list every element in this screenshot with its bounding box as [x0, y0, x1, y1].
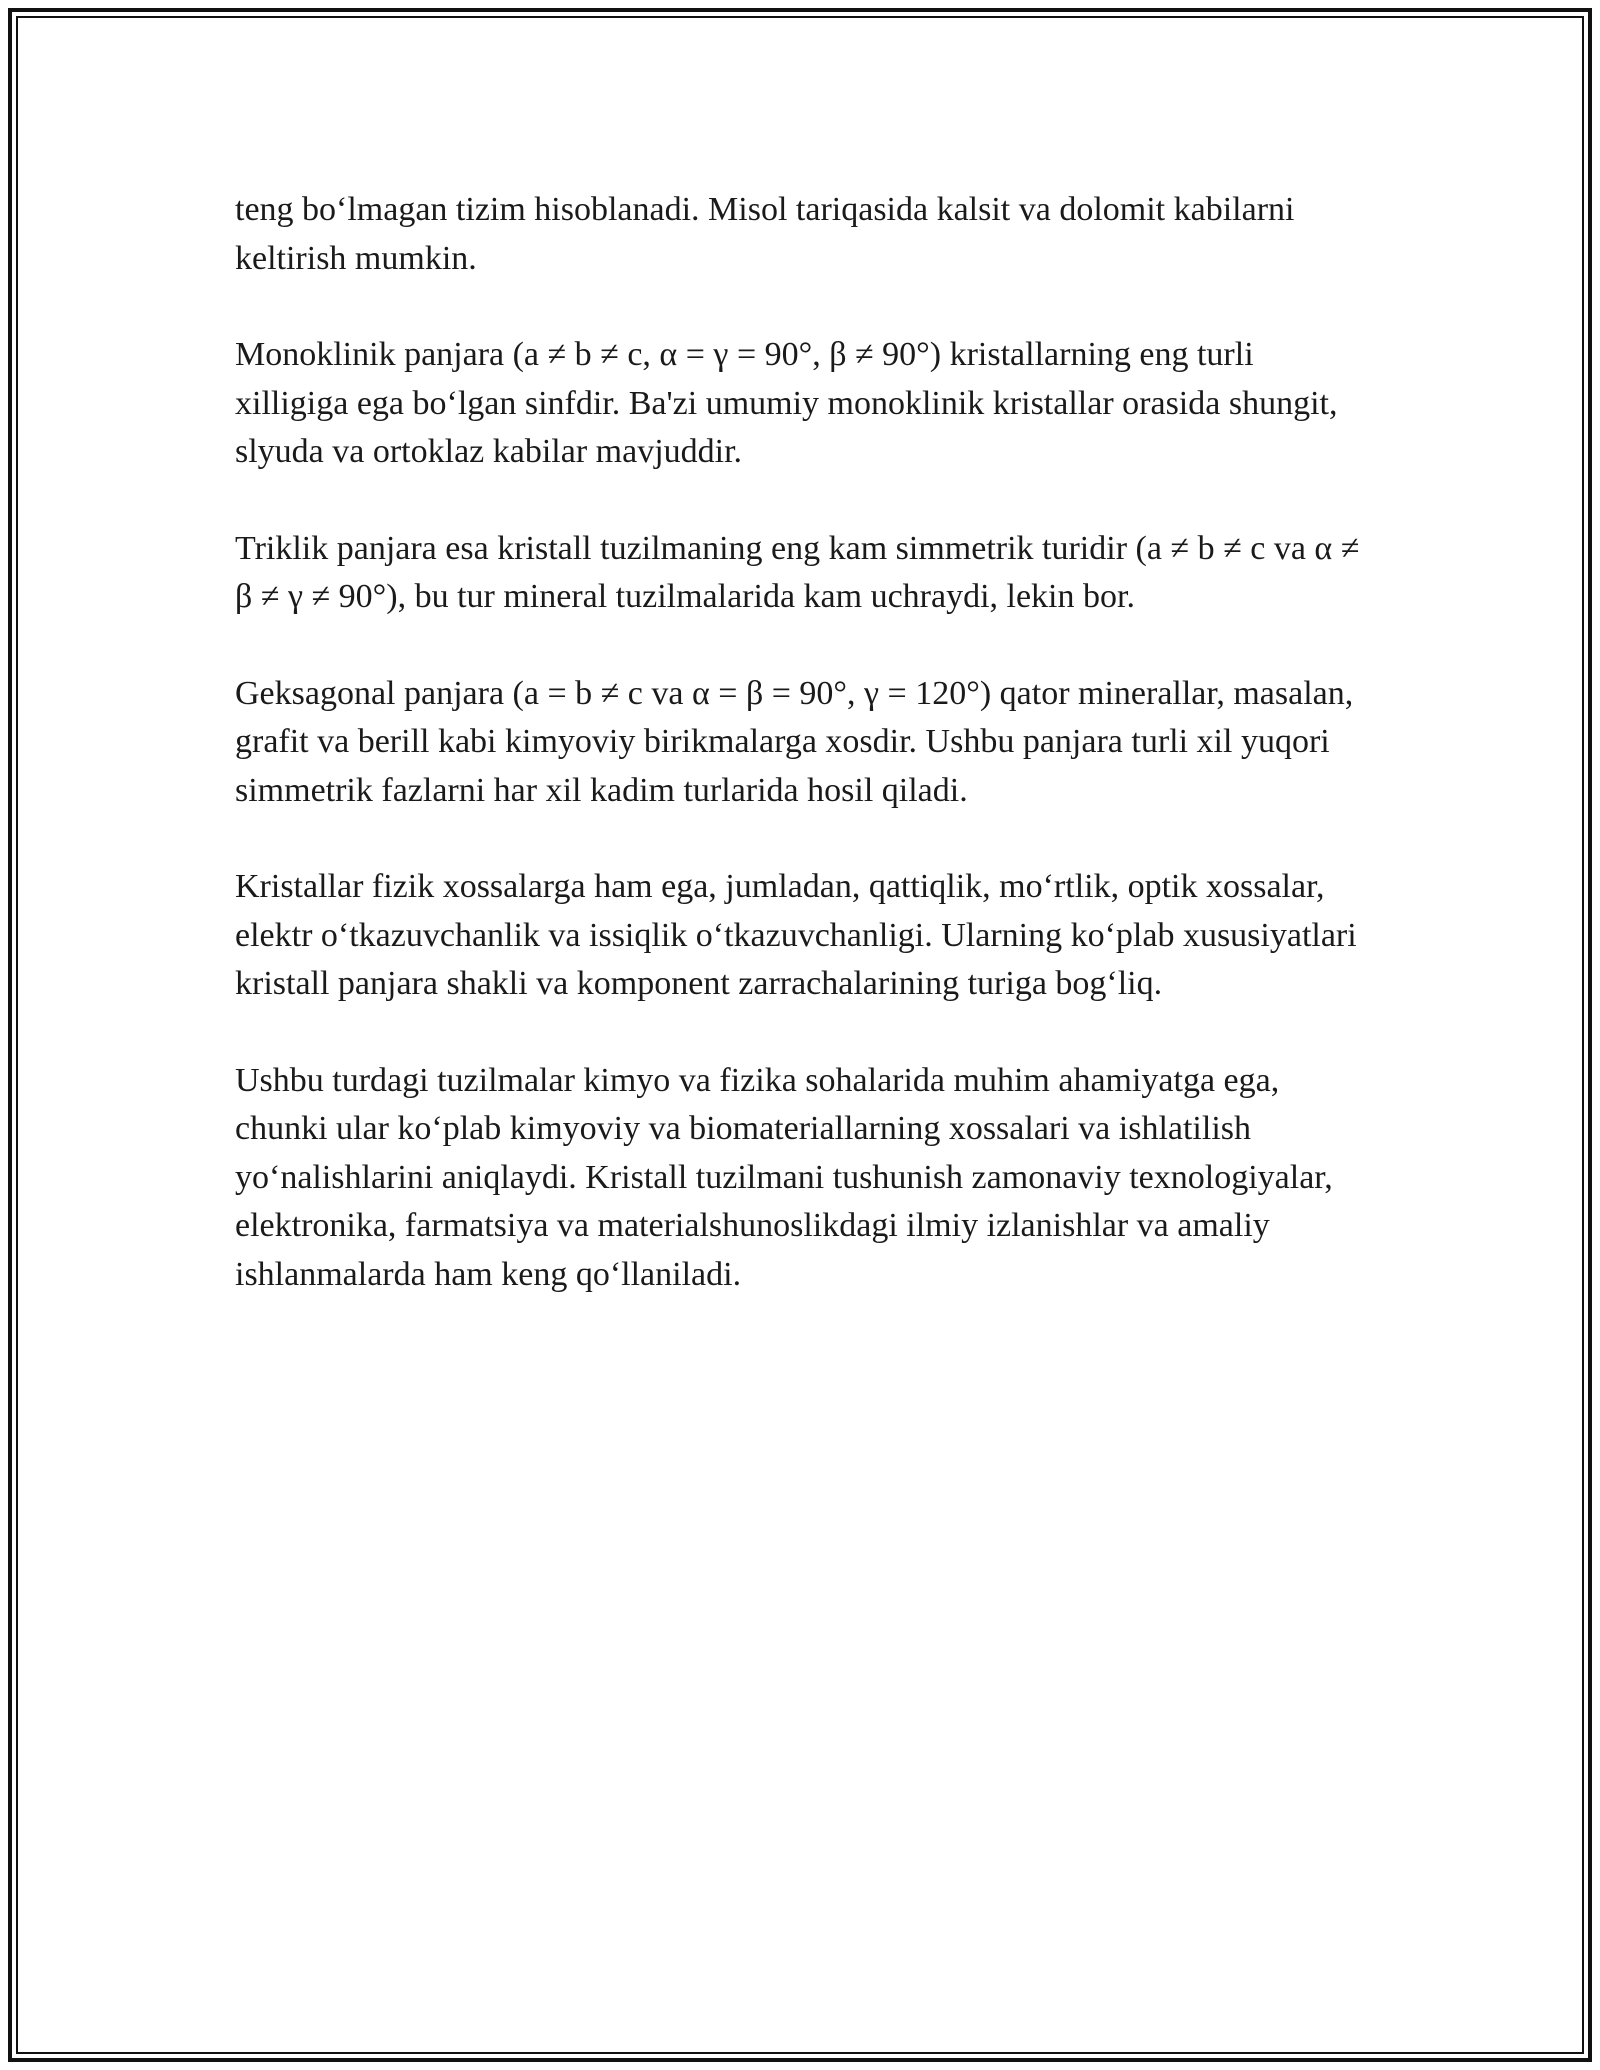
paragraph-triclinic: Triklik panjara esa kristall tuzilmaning eng kam simmetrik turidir (a ≠ b ≠ c va α ≠ β ≠ γ ≠ 90°), bu tur mineral tuzilmalarida kam uchraydi, lekin bor.	[235, 529, 1360, 615]
paragraph-monoclinic: Monoklinik panjara (a ≠ b ≠ c, α = γ = 90°, β ≠ 90°) kristallarning eng turli xilligiga ega bo‘lgan sinfdir. Ba'zi umumiy monoklinik kristallar orasida shungit, slyuda va ortoklaz kabilar mavjuddir.	[235, 336, 1338, 470]
document-body	[235, 186, 1375, 1347]
paragraph-calcite: teng bo‘lmagan tizim hisoblanadi. Misol tariqasida kalsit va dolomit kabilarni keltirish mumkin.	[235, 191, 1295, 277]
paragraph-physical-properties: Kristallar fizik xossalarga ham ega, jumladan, qattiqlik, mo‘rtlik, optik xossalar, elektr o‘tkazuvchanlik va issiqlik o‘tkazuvchanligi. Ularning ko‘plab xususiyatlari kristall panjara shakli va komponent zarrachalarining turiga bog‘liq.	[235, 868, 1357, 1002]
paragraph-hexagonal: Geksagonal panjara (a = b ≠ c va α = β = 90°, γ = 120°) qator minerallar, masalan, grafit va berill kabi kimyoviy birikmalarga xosdir. Ushbu panjara turli xil yuqori simmetrik fazlarni har xil kadim turlarida hosil qiladi.	[235, 674, 1354, 809]
paragraph-importance: Ushbu turdagi tuzilmalar kimyo va fizika sohalarida muhim ahamiyatga ega, chunki ular ko‘plab kimyoviy va biomateriallarning xossalari va ishlatilish yo‘nalishlarini aniqlaydi. Kristall tuzilmani tushunish zamonaviy texnologiyalar, elektronika, farmatsiya va materialshunoslikdagi ilmiy izlanishlar va amaliy ishlanmalarda ham keng qo‘llaniladi.	[235, 1061, 1333, 1293]
